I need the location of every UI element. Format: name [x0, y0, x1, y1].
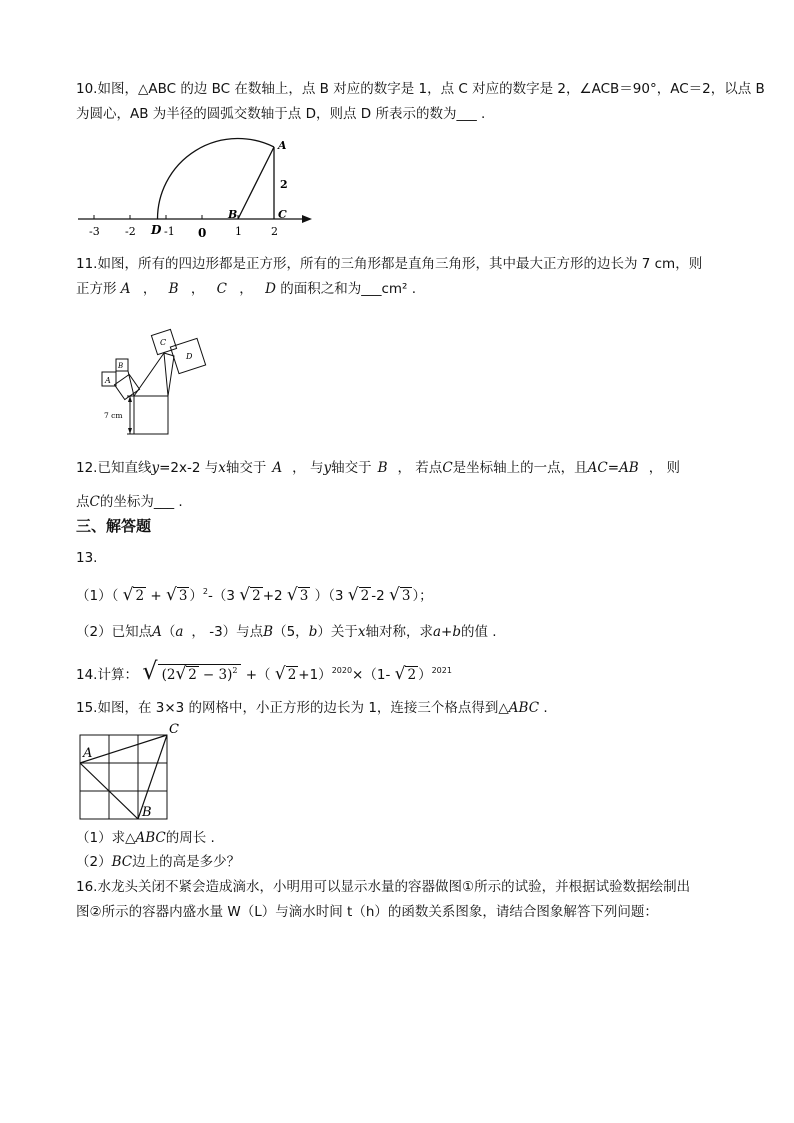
text-span: ， 若点 [397, 460, 443, 476]
q10-figure [76, 132, 326, 244]
radical [287, 585, 310, 606]
radicand: 3 [299, 588, 309, 604]
tick-label: -3 [89, 225, 100, 238]
radicand: 2 [188, 667, 197, 683]
segment-ab: AB [619, 460, 639, 476]
tick-label: 0 [198, 226, 207, 240]
label-c: C [216, 281, 227, 297]
text-span: ） [189, 588, 203, 604]
point-label-b: B [142, 805, 152, 820]
radical [175, 659, 198, 690]
var-a: a [432, 624, 442, 640]
side-label: 2 [280, 178, 288, 191]
text-span: 15.如图，在 3×3 的网格中，小正方形的边长为 1，连接三个格点得到 [76, 700, 499, 716]
label-d: D [265, 281, 276, 297]
text-span: 轴交于 [331, 460, 372, 476]
text-span: 是坐标轴上的一点，且 [452, 460, 588, 476]
triangle-small-left [116, 371, 134, 396]
point-label-c: C [169, 722, 179, 737]
text-span: （5， [273, 624, 309, 640]
segment-bc: BC [111, 854, 133, 870]
text-span: 的值 . [461, 624, 497, 640]
triangle-abc: △ABC [498, 700, 540, 716]
radicand: 3 [178, 588, 188, 604]
comma: ， [142, 281, 157, 297]
sqrt-icon: √ [394, 664, 406, 684]
comma: ， [190, 281, 205, 297]
radicand: 2 [407, 667, 417, 683]
side-label: 7 cm [104, 411, 123, 420]
text-span: +1） [298, 667, 332, 683]
label-c: C [160, 338, 167, 347]
text-span: ）关于 [317, 624, 358, 640]
triangle-abc: △ABC [125, 830, 166, 846]
segment-ac: AC [587, 460, 608, 476]
text-span: 正方形 [76, 281, 117, 297]
radicand [158, 664, 242, 685]
text-span: （ [161, 624, 176, 640]
radicand: 2 [135, 588, 145, 604]
text-span: = [607, 460, 620, 476]
text-span: 的周长 . [165, 830, 215, 846]
sqrt-icon: √ [389, 585, 400, 605]
text-span: -2 [371, 588, 385, 604]
text-span: ） [418, 667, 432, 683]
point-label-a: A [278, 139, 287, 152]
label-b: B [168, 281, 179, 297]
var-y: y [151, 460, 160, 476]
sqrt-icon: √ [122, 585, 134, 605]
sqrt-icon: √ [175, 664, 187, 684]
radical [123, 585, 146, 606]
segment-ac [80, 735, 167, 763]
point-a: A [152, 624, 162, 640]
arrow-head-icon [302, 215, 312, 223]
point-c: C [442, 460, 453, 476]
q12-line1 [76, 458, 680, 478]
var-a: a [175, 624, 184, 640]
text-span: =2x-2 与 [159, 460, 219, 476]
exponent: 2 [202, 587, 209, 596]
text-span: 轴对称，求 [365, 624, 433, 640]
exponent: 2020 [331, 666, 353, 675]
q16-line1: 16.水龙头关闭不紧会造成滴水，小明用可以显示水量的容器做图①所示的试验，并根据试验数据绘制出 [76, 879, 691, 895]
tick-label: -2 [125, 225, 136, 238]
q11-line1: 11.如图，所有的四边形都是正方形，所有的三角形都是直角三角形，其中最大正方形的边长为 7 cm，则 [76, 256, 703, 272]
radical [239, 585, 262, 606]
text-span: -（3 [208, 588, 235, 604]
sqrt-icon: √ [347, 585, 359, 605]
text-span: 的面积之和为___cm² . [280, 281, 417, 297]
var-y: y [323, 460, 332, 476]
text-span: ）； [412, 588, 433, 604]
q16-line2: 图②所示的容器内盛水量 W（L）与滴水时间 t（h）的函数关系图象，请结合图象解答下列问题： [76, 904, 658, 920]
var-x: x [218, 460, 226, 476]
q11-line2 [76, 279, 416, 299]
text-span: ×（1- [352, 667, 391, 683]
text-span: 点 [76, 494, 90, 510]
text-span: （1）（ [76, 588, 119, 604]
radical [166, 585, 189, 606]
text-span: ）（3 [314, 588, 344, 604]
q10-line1: 10.如图，△ABC 的边 BC 在数轴上，点 B 对应的数字是 1，点 C 对应的数字是 2，∠ACB＝90°，AC＝2，以点 B [76, 81, 765, 97]
q15-line [76, 698, 548, 718]
radical [395, 659, 418, 690]
radical [275, 659, 298, 690]
text-span: 的坐标为___ . [99, 494, 183, 510]
comma: ， [239, 281, 253, 297]
point-a: A [272, 460, 283, 476]
text-span: . [539, 700, 548, 716]
q15-part2 [76, 852, 240, 872]
q15-part1 [76, 828, 215, 848]
point-label-b: B [228, 208, 238, 221]
arc [158, 139, 275, 219]
q10-line2: 为圆心，AB 为半径的圆弧交数轴于点 D，则点 D 所表示的数为___ . [76, 106, 486, 122]
text-span: 12.已知直线 [76, 460, 152, 476]
exponent: 2021 [431, 666, 452, 675]
point-b: B [377, 460, 388, 476]
q12-line2 [76, 492, 183, 512]
text-span: ， 与 [292, 460, 324, 476]
var-b: b [308, 624, 318, 640]
text-span: 边上的高是多少？ [132, 854, 241, 870]
q14-line [76, 656, 452, 690]
tick-label: -1 [164, 225, 175, 238]
operator: + [441, 624, 453, 640]
text-span: ， -3）与点 [191, 624, 264, 640]
text-span: +2 [262, 588, 283, 604]
text-span: 轴交于 [225, 460, 267, 476]
sqrt-icon: √ [142, 657, 158, 685]
sqrt-icon: √ [165, 585, 177, 605]
q13-part1 [76, 582, 433, 606]
label-d: D [186, 352, 193, 361]
q13-part2 [76, 622, 497, 642]
sqrt-icon: √ [274, 664, 286, 684]
text-span: (2 [161, 667, 176, 683]
exponent: 2 [232, 666, 238, 675]
q15-figure [76, 722, 186, 822]
sqrt-icon: √ [286, 585, 298, 605]
grid-border [80, 735, 167, 819]
text-span: （2） [76, 854, 112, 870]
var-x: x [357, 624, 366, 640]
operator: + [150, 588, 162, 604]
radicand: 3 [401, 588, 411, 604]
section-title: 三、解答题 [76, 517, 152, 535]
tick-label: 1 [235, 225, 242, 238]
var-b: b [452, 624, 461, 640]
text-span: +（ [245, 667, 271, 683]
big-square [134, 396, 168, 434]
label-b: B [118, 362, 124, 370]
text-span: （2）已知点 [76, 624, 153, 640]
text-span: ， 则 [648, 460, 681, 476]
text-span: 14.计算： [76, 667, 138, 683]
segment-ab [238, 147, 274, 219]
label-a: A [120, 281, 131, 297]
radical [389, 585, 412, 606]
q13-number: 13. [76, 550, 98, 566]
tick-label: 2 [271, 225, 278, 238]
radicand: 2 [252, 588, 261, 604]
radicand: 2 [360, 588, 370, 604]
point-label-a: A [83, 746, 93, 761]
radical [348, 585, 371, 606]
q11-figure [92, 326, 222, 438]
point-c: C [89, 494, 100, 510]
arrow-down-icon [128, 428, 132, 434]
text-span: − 3) [202, 667, 233, 683]
point-label-d: D [151, 223, 162, 237]
text-span: （1）求 [76, 830, 126, 846]
radicand: 2 [287, 667, 297, 683]
label-a: A [105, 376, 111, 385]
sqrt-icon: √ [239, 585, 251, 605]
outer-radical [142, 656, 241, 690]
point-b: B [263, 624, 274, 640]
point-label-c: C [278, 208, 287, 221]
